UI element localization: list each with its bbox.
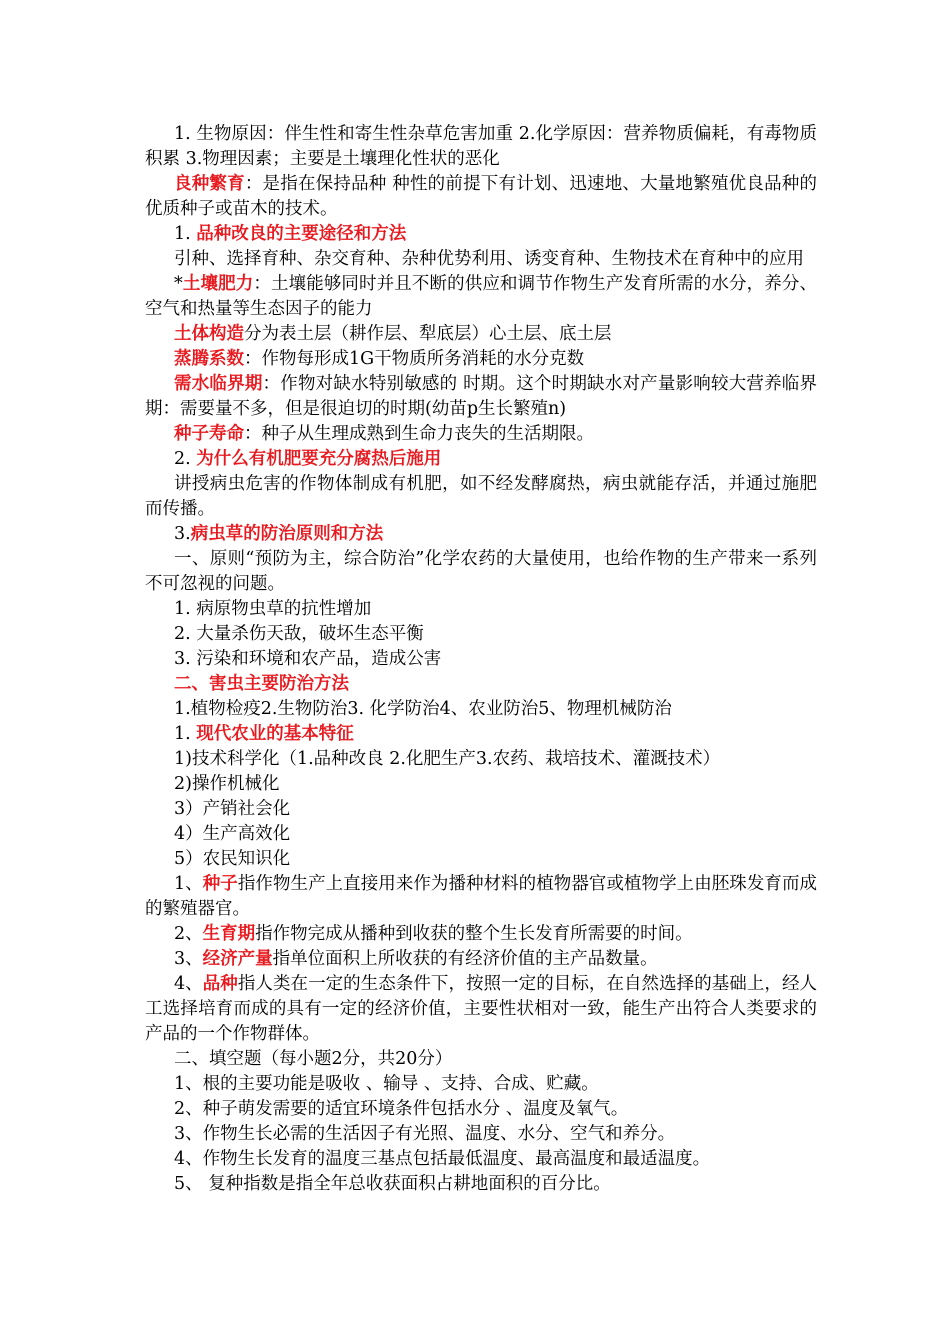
paragraph bbox=[145, 422, 817, 447]
paragraph bbox=[145, 247, 817, 272]
paragraph bbox=[145, 347, 817, 372]
paragraph-text: 2)操作机械化 bbox=[174, 774, 280, 794]
term-highlight: 生育期 bbox=[202, 924, 256, 944]
term-highlight: 品种 bbox=[202, 974, 238, 994]
term-highlight: 经济产量 bbox=[202, 949, 273, 969]
paragraph bbox=[145, 672, 817, 697]
paragraph-text: 指作物生产上直接用来作为播种材料的植物器官或植物学上由胚珠发育而成的繁殖器官。 bbox=[145, 874, 818, 919]
paragraph-text: 5）农民知识化 bbox=[174, 849, 291, 869]
paragraph bbox=[145, 947, 817, 972]
paragraph-text: 4、作物生长发育的温度三基点包括最低温度、最高温度和最适温度。 bbox=[174, 1149, 711, 1169]
paragraph-text: 2. 大量杀伤天敌，破坏生态平衡 bbox=[174, 624, 424, 644]
paragraph-text: 一、原则“预防为主，综合防治”化学农药的大量使用，也给作物的生产带来一系列不可忽视的问题。 bbox=[145, 549, 817, 594]
paragraph-text: 1. bbox=[174, 724, 197, 744]
document-body bbox=[145, 122, 817, 1197]
paragraph bbox=[145, 772, 817, 797]
term-highlight: 土体构造 bbox=[174, 324, 244, 344]
paragraph-text: 1.植物检疫2.生物防治3. 化学防治4、农业防治5、物理机械防治 bbox=[174, 699, 672, 719]
term-highlight: 现代农业的基本特征 bbox=[196, 724, 354, 744]
paragraph-text: ：作物对缺水特别敏感的 时期。这个时期缺水对产量影响较大营养临界期：需要量不多，但是很迫切的时期(幼苗p生长繁殖n) bbox=[145, 374, 818, 419]
paragraph-text: 分为表土层（耕作层、犁底层）心土层、底土层 bbox=[244, 324, 612, 344]
paragraph bbox=[145, 1172, 817, 1197]
paragraph bbox=[145, 222, 817, 247]
paragraph bbox=[145, 847, 817, 872]
paragraph bbox=[145, 1097, 817, 1122]
paragraph-text: 1、 bbox=[174, 874, 203, 894]
paragraph bbox=[145, 872, 817, 922]
paragraph bbox=[145, 272, 817, 322]
paragraph bbox=[145, 597, 817, 622]
paragraph bbox=[145, 122, 817, 172]
paragraph-text: 2、 bbox=[174, 924, 203, 944]
paragraph-text: 1. 病原物虫草的抗性增加 bbox=[174, 599, 372, 619]
term-highlight: 蒸腾系数 bbox=[174, 349, 244, 369]
paragraph bbox=[145, 1047, 817, 1072]
paragraph bbox=[145, 747, 817, 772]
paragraph bbox=[145, 172, 817, 222]
paragraph bbox=[145, 1072, 817, 1097]
term-highlight: 种子 bbox=[202, 874, 238, 894]
paragraph-text: 1)技术科学化（1.品种改良 2.化肥生产3.农药、栽培技术、灌溉技术） bbox=[174, 749, 721, 769]
paragraph-text: 3. bbox=[174, 524, 191, 544]
paragraph bbox=[145, 822, 817, 847]
paragraph bbox=[145, 372, 817, 422]
paragraph-text: 5、 复种指数是指全年总收获面积占耕地面积的百分比。 bbox=[174, 1174, 611, 1194]
term-highlight: 需水临界期 bbox=[174, 374, 263, 394]
paragraph-text: 二、填空题（每小题2分，共20分） bbox=[174, 1049, 453, 1069]
term-highlight: 二、害虫主要防治方法 bbox=[174, 674, 349, 694]
paragraph bbox=[145, 472, 817, 522]
term-highlight: 品种改良的主要途径和方法 bbox=[196, 224, 407, 244]
paragraph-text: 引种、选择育种、杂交育种、杂种优势利用、诱变育种、生物技术在育种中的应用 bbox=[174, 249, 804, 269]
paragraph-text: ：是指在保持品种 种性的前提下有计划、迅速地、大量地繁殖优良品种的优质种子或苗木的技术。 bbox=[145, 174, 817, 219]
paragraph-text: 1. bbox=[174, 224, 197, 244]
paragraph-text: 3、 bbox=[174, 949, 203, 969]
paragraph bbox=[145, 922, 817, 947]
paragraph-text: 指作物完成从播种到收获的整个生长发育所需要的时间。 bbox=[255, 924, 693, 944]
paragraph bbox=[145, 697, 817, 722]
paragraph-text: 2. bbox=[174, 449, 197, 469]
paragraph bbox=[145, 447, 817, 472]
paragraph-text: 2、种子萌发需要的适宜环境条件包括水分 、温度及氧气。 bbox=[174, 1099, 629, 1119]
paragraph-text: ：土壤能够同时并且不断的供应和调节作物生产发育所需的水分，养分、空气和热量等生态因子的能力 bbox=[145, 274, 818, 319]
paragraph bbox=[145, 972, 817, 1047]
paragraph bbox=[145, 522, 817, 547]
paragraph bbox=[145, 547, 817, 597]
paragraph-text: 讲授病虫危害的作物体制成有机肥，如不经发酵腐热，病虫就能存活，并通过施肥而传播。 bbox=[145, 474, 817, 519]
paragraph bbox=[145, 647, 817, 672]
paragraph bbox=[145, 1147, 817, 1172]
paragraph-text: ：种子从生理成熟到生命力丧失的生活期限。 bbox=[244, 424, 594, 444]
paragraph-text: 4）生产高效化 bbox=[174, 824, 291, 844]
paragraph bbox=[145, 722, 817, 747]
paragraph bbox=[145, 622, 817, 647]
paragraph-text: * bbox=[174, 274, 183, 294]
term-highlight: 土壤肥力 bbox=[182, 274, 254, 294]
paragraph-text: 指单位面积上所收获的有经济价值的主产品数量。 bbox=[272, 949, 658, 969]
term-highlight: 良种繁育 bbox=[174, 174, 245, 194]
paragraph bbox=[145, 1122, 817, 1147]
term-highlight: 为什么有机肥要充分腐热后施用 bbox=[196, 449, 442, 469]
paragraph-text: ：作物每形成1G干物质所务消耗的水分克数 bbox=[244, 349, 585, 369]
paragraph bbox=[145, 322, 817, 347]
paragraph-text: 3、作物生长必需的生活因子有光照、温度、水分、空气和养分。 bbox=[174, 1124, 676, 1144]
paragraph-text: 1. 生物原因：伴生性和寄生性杂草危害加重 2.化学原因：营养物质偏耗，有毒物质积累 3.物理因素；主要是土壤理化性状的恶化 bbox=[145, 124, 817, 169]
term-highlight: 种子寿命 bbox=[174, 424, 244, 444]
paragraph-text: 指人类在一定的生态条件下，按照一定的目标，在自然选择的基础上，经人工选择培育而成的具有一定的经济价值，主要性状相对一致，能生产出符合人类要求的产品的一个作物群体。 bbox=[145, 974, 818, 1044]
paragraph-text: 1、根的主要功能是吸收 、输导 、支持、合成、贮藏。 bbox=[174, 1074, 599, 1094]
paragraph-text: 4、 bbox=[174, 974, 203, 994]
paragraph-text: 3. 污染和环境和农产品，造成公害 bbox=[174, 649, 442, 669]
paragraph-text: 3）产销社会化 bbox=[174, 799, 291, 819]
term-highlight: 病虫草的防治原则和方法 bbox=[190, 524, 384, 544]
paragraph bbox=[145, 797, 817, 822]
